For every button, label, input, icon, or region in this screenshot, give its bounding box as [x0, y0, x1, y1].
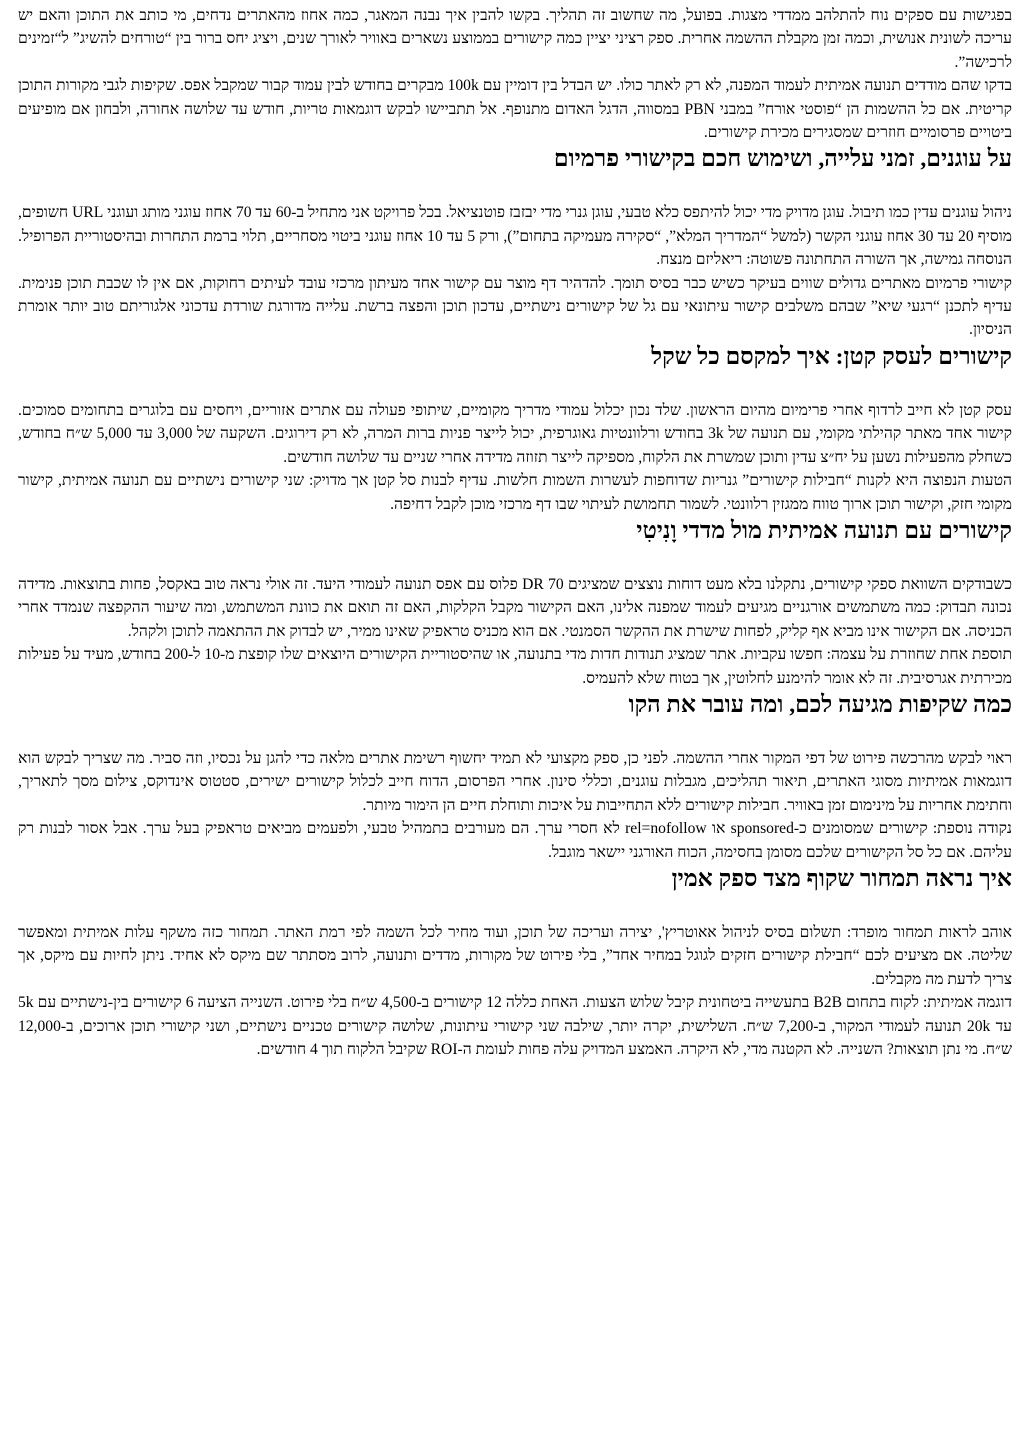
- section-heading: איך נראה תמחור שקוף מצד ספק אמין: [671, 865, 1012, 892]
- section-real-traffic: [18, 516, 1012, 690]
- paragraph: דוגמה אמיתית: לקוח בתחום B2B בתעשייה ביטחונית קיבל שלוש הצעות. האחת כללה 12 קישורים ב-4,500 ש״ח בלי פירוט. השנייה הציעה 6 קישורים בין-נישתיים עם 5k עד 20k תנועה לעמודי המקור, ב-7,200 ש״ח. השלישית, יקרה יותר, שילבה שני קישורי עיתונות, שלושה קישורים טכניים נישתיים, ושני קישורי תוכן ארוכים, ב-12,000 ש״ח. מי נתן תוצאות? השנייה. לא הקטנה מדי, לא היקרה. האמצע המדויק עלה פחות לעומת ה-ROI שקיבל הלקוח תוך 4 חודשים.: [18, 994, 1012, 1058]
- paragraph: עסק קטן לא חייב לרדוף אחרי פרימיום מהיום הראשון. שלד נכון יכלול עמודי מדריך מקומיים, שיתופי פעולה עם אתרים אזוריים, ויחסים עם בלוגרים בתחומים סמוכים. קישור אחד מאתר קהילתי מקומי, עם תנועה של 3k בחודש ורלוונטיות גאוגרפית, יכול לייצר פניות ברות המרה, לא רק דירוגים. השקעה של 3,000 עד 5,000 ש״ח בחודש, כשחלק מהפעילות נשען על יח״צ עדין ותוכן שמשרת את הלקוח, מספיקה לייצר תזוזה מדידה אחרי שניים עד שלושה חודשים.: [18, 401, 1013, 466]
- section-heading: כמה שקיפות מגיעה לכם, ומה עובר את הקו: [628, 691, 1012, 718]
- paragraph: בפגישות עם ספקים נוח להתלהב ממדדי מצגות. בפועל, מה שחשוב זה תהליך. בקשו להבין איך נבנה המאגר, כמה אחוז מהאתרים נדחים, מי כותב את התוכן והאם יש עריכה לשונית אנושית, וכמה זמן מקבלת ההשמה אחרית. ספק רציני יציין כמה קישורים בממוצע נשארים באוויר לאורך שנים, ויציג יחס ברור בין “טורחים להשיג” ל“זמינים לרכישה”.: [18, 7, 1012, 71]
- paragraph: הטעות הנפוצה היא לקנות “חבילות קישורים” גנריות שדוחפות לעשרות השמות חלשות. עדיף לבנות סל קטן אך מדויק: שני קישורים נישתיים עם תנועה אמיתית, קישור מקומי חזק, וקישור תוכן ארוך טווח ממגזין רלוונטי. לשמור תחמושת לעיתוי שבו דף מרכזי מוכן לקבל דחיפה.: [18, 472, 1012, 513]
- section-heading: קישורים לעסק קטן: איך למקסם כל שקל: [651, 343, 1012, 370]
- paragraph: אוהב לראות תמחור מופרד: תשלום בסיס לניהול אאוטריץ', יצירה ועריכה של תוכן, ועוד מחיר לכל השמה לפי רמת האתר. תמחור כזה משקף עלות אמיתית ומאפשר שליטה. אם מציעים לכם “חבילת קישורים חזקים לגוגל במחיר אחד”, בלי פירוט של מקורות, מדדים ותנועה, לרוב מסתתר שם מיקס לא אחיד. ניתן לחיות עם מיקס, אך צריך לדעת מה מקבלים.: [18, 923, 1012, 988]
- paragraph: תוספת אחת שחוזרת על עצמה: חפשו עקביות. אתר שמציג תנודות חדות מדי בתנועה, או שהיסטוריית הקישורים היוצאים שלו קופצת מ-10 ל-200 בחודש, מעיד על פעילות מכירתית אגרסיבית. זה לא אומר להימנע לחלוטין, אך בטוח שלא להעמיס.: [18, 646, 1013, 687]
- paragraph: ראוי לבקש מהרכשה פירוט של דפי המקור אחרי ההשמה. לפני כן, ספק מקצועי לא תמיד יחשוף רשימת אתרים מלאה כדי להגן על נכסיו, וזה סביר. מה שצריך לבקש הוא דוגמאות אמיתיות מסוגי האתרים, תיאור תהליכים, מגבלות עוגנים, וכללי סינון. אחרי הפרסום, הדוח חייב לכלול קישורים ישירים, סטטוס אינדוקס, צילום מסך לתאריך, וחתימת אחריות על מינימום זמן באוויר. חבילות קישורים ללא התחייבות על איכות ותוחלת חיים הן הימור מיותר.: [18, 749, 1012, 814]
- paragraph: ניהול עוגנים עדין כמו תיבול. עוגן מדויק מדי יכול להיתפס כלא טבעי, עוגן גנרי מדי יבזבז פוטנציאל. בכל פרויקט אני מתחיל ב-60 עד 70 אחוז עוגני מותג ועוגני URL חשופים, מוסיף 20 עד 30 אחוז עוגני הקשר (למשל “המדריך המלא”, “סקירה מעמיקה בתחום”), ורק 5 עד 10 אחוז עוגני ביטוי מסחריים, תלוי ברמת התחרות ובהיסטוריית הפרופיל. הנוסחה גמישה, אך השורה התחתונה פשוטה: ריאליזם מנצח.: [18, 204, 1013, 269]
- section-heading: על עוגנים, זמני עלייה, ושימוש חכם בקישורי פרמיום: [553, 146, 1012, 173]
- section-intro: [18, 4, 1012, 144]
- section-heading: קישורים עם תנועה אמיתית מול מדדי וָנִיטִי: [636, 517, 1012, 544]
- paragraph: כשבודקים השוואת ספקי קישורים, נתקלנו בלא מעט דוחות נוצצים שמציגים DR 70 פלוס עם אפס תנועה לעמודי היעד. זה אולי נראה טוב באקסל, פחות בתוצאות. מדידה נכונה תבדוק: כמה משתמשים אורגניים מגיעים לעמוד שמפנה אלינו, האם הקישור מקבל הקלקות, האם זה תואם את כוונת המשתמש, ומה שיעור ההקפצה שנמדד אחרי הכניסה. אם הקישור אינו מביא אף קליק, לפחות שישרת את ההקשר הסמנטי. אם הוא מכניס טראפיק שאינו ממיר, יש לבדוק את ההתאמה לתוכן ולקהל.: [18, 575, 1013, 640]
- paragraph: נקודה נוספת: קישורים שמסומנים כ-sponsored או rel=nofollow לא חסרי ערך. הם מעורבים בתמהיל טבעי, ולפעמים מביאים טראפיק בעל ערך. אבל אסור לבנות רק עליהם. אם כל סל הקישורים שלכם מסומן בחסימה, הכוח האורגני יישאר מוגבל.: [18, 820, 1012, 861]
- paragraph: קישורי פרמיום מאתרים גדולים שווים בעיקר כשיש כבר בסיס תומך. להדהיר דף מוצר עם קישור אחד מעיתון מרכזי עובד לעיתים רחוקות, אם אין לו שכבת תוכן פנימית. עדיף לתכנן “רגעי שיא” שבהם משלבים קישור עיתונאי עם גל של קישורים נישתיים, עדכון תוכן והפצה ברשת. עלייה מדורגת שורדת עדכוני אלגוריתם טוב יותר אומרת הניסיון.: [18, 274, 1012, 339]
- section-transparency: [18, 690, 1012, 864]
- section-anchors: [18, 144, 1012, 341]
- section-pricing: [18, 864, 1012, 1061]
- section-small-business: [18, 342, 1012, 516]
- paragraph: בדקו שהם מודדים תנועה אמיתית לעמוד המפנה, לא רק לאתר כולו. יש הבדל בין דומיין עם 100k מבקרים בחודש לבין עמוד קבור שמקבל אפס. שקיפות לגבי מקורות התוכן קריטית. אם כל ההשמות הן “פוסטי אורח” במבני PBN במסווה, הדגל האדום מתנופף. אל תתביישו לבקש דוגמאות טריות, חודש עד שלושה אחורה, ולבחון אם מופיעים ביטויים פרסומיים חוזרים שמסגירים מכירת קישורים.: [18, 77, 1013, 142]
